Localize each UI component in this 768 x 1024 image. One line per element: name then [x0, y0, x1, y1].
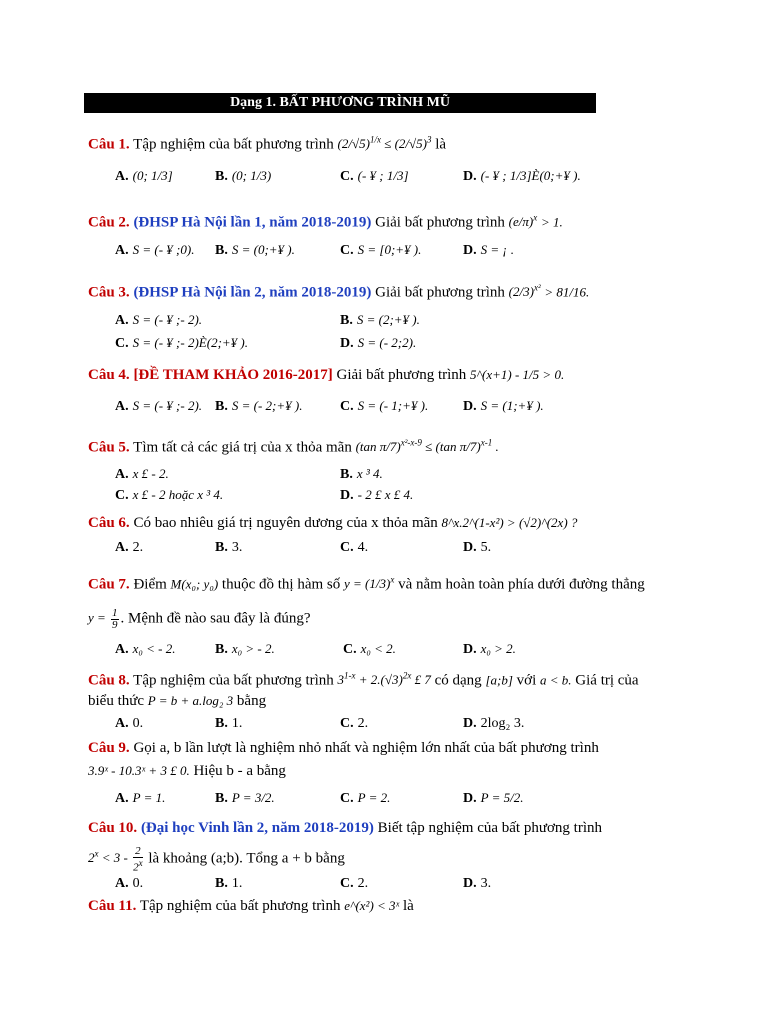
question-6: Câu 6. Có bao nhiêu giá trị nguyên dương của x thỏa mãn 8^x.2^(1-x²) > (√2)^(2x) ? — [88, 515, 578, 531]
question-text: Tập nghiệm của bất phương trình — [133, 136, 334, 153]
option-a[interactable]: A. S = (- ¥ ;0). — [115, 242, 195, 258]
option-d[interactable]: D. S = ¡ . — [463, 242, 514, 258]
option-d[interactable]: D. 5. — [463, 540, 492, 555]
question-8-line-2: biểu thức P = b + a.log₂ 3 bằng — [88, 693, 267, 709]
question-11: Câu 11. Tập nghiệm của bất phương trình e^(x²) < 3ˣ là — [88, 898, 414, 914]
question-tail: là — [435, 136, 447, 153]
option-d[interactable]: D. S = (1;+¥ ). — [463, 398, 544, 414]
option-a[interactable]: A. 2. — [115, 540, 144, 555]
option-d[interactable]: D. 3. — [463, 876, 492, 891]
option-a[interactable]: A. x₀ < - 2. — [115, 641, 176, 657]
question-4: Câu 4. [ĐỀ THAM KHẢO 2016-2017] Giải bất phương trình 5^(x+1) - 1/5 > 0. — [88, 367, 565, 383]
question-10-line-2: $2^x < 3$ - $\frac{2}{2^x}$ là khoảng (a;b). Tổng a + b bằng — [88, 844, 345, 874]
question-10: Câu 10. (Đại học Vinh lần 2, năm 2018-2019) Biết tập nghiệm của bất phương trình — [88, 820, 602, 836]
option-a[interactable]: A. (0; 1/3] — [115, 168, 173, 184]
option-b[interactable]: B. 3. — [215, 540, 243, 555]
option-c[interactable]: C. P = 2. — [340, 790, 391, 806]
question-label: Câu 1. — [88, 136, 130, 153]
option-c[interactable]: C. S = [0;+¥ ). — [340, 242, 422, 258]
option-c[interactable]: C. x £ - 2 hoặc x ³ 4. — [115, 487, 224, 503]
option-b[interactable]: B. 1. — [215, 876, 243, 891]
question-5: Câu 5. Tìm tất cả các giá trị của x thỏa mãn (tan π/7)$^{x^2-x-9}$ ≤ (tan π/7)$^{x-1}$ . — [88, 438, 499, 456]
option-c[interactable]: C. 2. — [340, 876, 369, 891]
option-b[interactable]: B. P = 3/2. — [215, 790, 275, 806]
option-a[interactable]: A. S = (- ¥ ;- 2). — [115, 398, 203, 414]
option-b[interactable]: B. x₀ > - 2. — [215, 641, 275, 657]
question-1 — [88, 131, 688, 153]
question-source: (ĐHSP Hà Nội lần 1, năm 2018-2019) — [133, 214, 372, 231]
option-d[interactable]: D. P = 5/2. — [463, 790, 524, 806]
section-header: Dạng 1. BẤT PHƯƠNG TRÌNH MŨ — [84, 93, 596, 113]
option-b[interactable]: B. (0; 1/3) — [215, 168, 272, 184]
option-c[interactable]: C. 4. — [340, 540, 369, 555]
question-3: Câu 3. (ĐHSP Hà Nội lần 2, năm 2018-2019) Giải bất phương trình $(2/3)^{x^2} > 81/16$. — [88, 283, 590, 301]
option-b[interactable]: B. x ³ 4. — [340, 466, 383, 482]
option-c[interactable]: C. S = (- 1;+¥ ). — [340, 398, 429, 414]
option-c[interactable]: C. 2. — [340, 716, 369, 731]
option-d[interactable]: D. (- ¥ ; 1/3]È(0;+¥ ). — [463, 168, 581, 184]
option-c[interactable]: C. x₀ < 2. — [343, 641, 396, 657]
option-a[interactable]: A. x £ - 2. — [115, 466, 169, 482]
option-a[interactable]: A. S = (- ¥ ;- 2). — [115, 312, 203, 328]
math-expression: $(2/√5)^{1/x} \le (2/√5)^3$ — [337, 135, 432, 152]
question-9: Câu 9. Gọi a, b lần lượt là nghiệm nhỏ nhất và nghiệm lớn nhất của bất phương trình — [88, 740, 599, 756]
option-a[interactable]: A. 0. — [115, 876, 144, 891]
option-b[interactable]: B. S = (2;+¥ ). — [340, 312, 420, 328]
option-d[interactable]: D. S = (- 2;2). — [340, 335, 417, 351]
question-7: Câu 7. Điểm M(x₀; y₀) thuộc đồ thị hàm số $y = (1/3)^x$ và nằm hoàn toàn phía dưới đường thẳng — [88, 575, 645, 593]
option-c[interactable]: C. (- ¥ ; 1/3] — [340, 168, 409, 184]
option-a[interactable]: A. 0. — [115, 716, 144, 731]
question-8: Câu 8. Tập nghiệm của bất phương trình $3^{1-x} + 2.(√3)^{2x}$ £ 7 có dạng [a;b] với a < b. Giá trị của — [88, 671, 639, 689]
question-9-line-2: 3.9ˣ - 10.3ˣ + 3 £ 0. Hiệu b - a bằng — [88, 763, 286, 779]
option-c[interactable]: C. S = (- ¥ ;- 2)È(2;+¥ ). — [115, 335, 248, 351]
question-7-line-2: y = $\frac{1}{9}$ . Mệnh đề nào sau đây là đúng? — [88, 607, 311, 631]
option-b[interactable]: B. S = (0;+¥ ). — [215, 242, 295, 258]
option-b[interactable]: B. 1. — [215, 716, 243, 731]
option-d[interactable]: D. x₀ > 2. — [463, 641, 516, 657]
option-b[interactable]: B. S = (- 2;+¥ ). — [215, 398, 303, 414]
option-a[interactable]: A. P = 1. — [115, 790, 166, 806]
option-d[interactable]: D. 2log₂ 3. — [463, 716, 525, 731]
question-2: Câu 2. (ĐHSP Hà Nội lần 1, năm 2018-2019) Giải bất phương trình $(e/\pi)^x > 1$. — [88, 213, 563, 231]
option-d[interactable]: D. - 2 £ x £ 4. — [340, 487, 414, 503]
